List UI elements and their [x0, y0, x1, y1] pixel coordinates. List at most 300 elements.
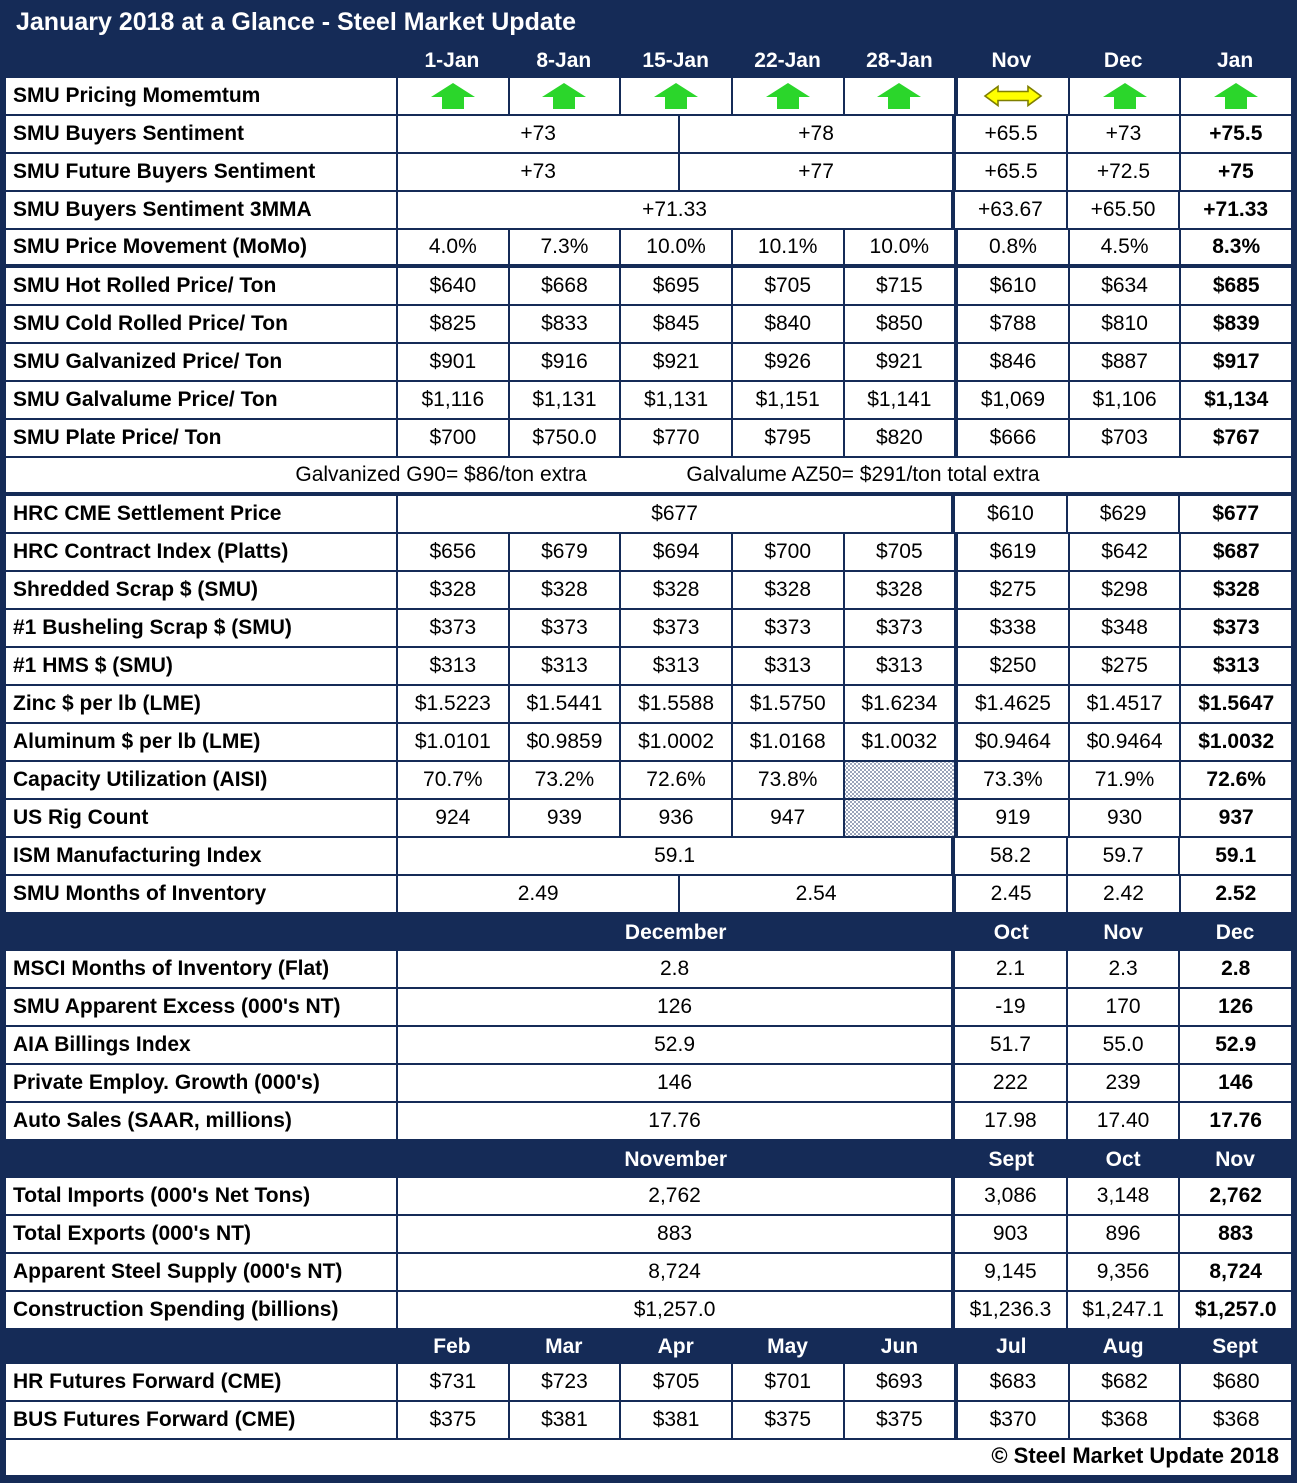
- value-cell: $700: [396, 420, 508, 456]
- table-row: [6, 876, 1291, 914]
- value-cell: 72.6%: [619, 762, 731, 798]
- value-cell: $375: [396, 1402, 508, 1438]
- value-cell: $368: [1068, 1402, 1180, 1438]
- value-cell: $1,236.3: [951, 1292, 1066, 1328]
- column-header: Dec: [1215, 920, 1255, 944]
- column-header: Oct: [1105, 1147, 1141, 1171]
- value-cell: $677: [1178, 496, 1291, 532]
- value-cell: 10.1%: [731, 230, 843, 264]
- value-cell: $328: [1179, 572, 1291, 608]
- value-cell: 146: [396, 1065, 951, 1101]
- row-label: Total Imports (000's Net Tons): [13, 1184, 311, 1207]
- data-table: [6, 44, 1291, 1472]
- column-header: Oct: [993, 920, 1029, 944]
- value-cell: 8,724: [1178, 1254, 1291, 1290]
- value-cell: 10.0%: [619, 230, 731, 264]
- table-row: [6, 1216, 1291, 1254]
- value-cell: 4.0%: [396, 230, 508, 264]
- value-cell: $1,116: [396, 382, 508, 418]
- section-header-spacer: [6, 1141, 396, 1178]
- value-cell: $1.5441: [508, 686, 620, 722]
- momentum-cell: [1068, 78, 1180, 114]
- value-cell: +75.5: [1179, 116, 1291, 152]
- value-cell: $680: [1179, 1364, 1291, 1400]
- value-cell: 71.9%: [1068, 762, 1180, 798]
- momentum-cell: [731, 78, 843, 114]
- row-label: SMU Pricing Momemtum: [13, 84, 261, 107]
- table-row: [6, 344, 1291, 382]
- value-cell: 2.8: [1178, 951, 1291, 987]
- row-label: SMU Apparent Excess (000's NT): [13, 995, 341, 1018]
- value-cell: 70.7%: [396, 762, 508, 798]
- value-cell: $916: [508, 344, 620, 380]
- column-header: Jun: [880, 1335, 919, 1358]
- value-cell: $328: [731, 572, 843, 608]
- value-cell: +71.33: [1178, 192, 1291, 228]
- value-cell: 58.2: [951, 838, 1066, 874]
- row-label: SMU Cold Rolled Price/ Ton: [13, 312, 288, 335]
- momentum-cell: [619, 78, 731, 114]
- value-cell: +78: [678, 116, 952, 152]
- value-cell: $850: [843, 306, 955, 342]
- galvalume-extra-note: Galvalume AZ50= $291/ton total extra: [686, 463, 1040, 486]
- table-row: [6, 420, 1291, 458]
- row-label: Construction Spending (billions): [13, 1298, 339, 1321]
- value-cell: $1,106: [1068, 382, 1180, 418]
- value-cell: $373: [396, 610, 508, 646]
- galvanized-extra-note: Galvanized G90= $86/ton extra: [295, 463, 587, 486]
- value-cell: 0.8%: [954, 230, 1068, 264]
- value-cell: $788: [954, 306, 1068, 342]
- value-cell: $1.5647: [1179, 686, 1291, 722]
- value-cell: $840: [731, 306, 843, 342]
- row-label: SMU Months of Inventory: [13, 882, 267, 905]
- up-arrow-icon: [650, 81, 702, 111]
- section-header-row: [6, 914, 1291, 951]
- value-cell: 170: [1066, 989, 1179, 1025]
- value-cell: $1,257.0: [1178, 1292, 1291, 1328]
- value-cell: 2,762: [1178, 1178, 1291, 1214]
- column-header: Apr: [657, 1335, 694, 1358]
- value-cell: $810: [1068, 306, 1180, 342]
- row-label: Shredded Scrap $ (SMU): [13, 578, 259, 601]
- value-cell: $338: [954, 610, 1068, 646]
- value-cell: +71.33: [396, 192, 951, 228]
- value-cell: +65.5: [952, 154, 1066, 190]
- extras-note-row: [6, 458, 1291, 496]
- momentum-cell: [508, 78, 620, 114]
- value-cell: $705: [843, 534, 955, 570]
- value-cell: 52.9: [1178, 1027, 1291, 1063]
- value-cell: $1.5223: [396, 686, 508, 722]
- value-cell: $1,151: [731, 382, 843, 418]
- table-row: [6, 306, 1291, 344]
- row-label: HR Futures Forward (CME): [13, 1370, 282, 1393]
- value-cell: 2.3: [1066, 951, 1179, 987]
- value-cell: $1.5588: [619, 686, 731, 722]
- value-cell: $313: [843, 648, 955, 684]
- value-cell: $640: [396, 268, 508, 304]
- section-merged-month-label: November: [624, 1147, 728, 1171]
- up-arrow-icon: [538, 81, 590, 111]
- table-row: [6, 116, 1291, 154]
- row-label: AIA Billings Index: [13, 1033, 191, 1056]
- table-row: [6, 724, 1291, 762]
- value-cell: 2,762: [396, 1178, 951, 1214]
- column-header-spacer: [6, 44, 396, 78]
- value-cell: $921: [843, 344, 955, 380]
- value-cell: $677: [396, 496, 951, 532]
- column-header-row: [6, 1330, 1291, 1364]
- value-cell: $1,257.0: [396, 1292, 951, 1328]
- value-cell: $1.0032: [843, 724, 955, 760]
- value-cell: $795: [731, 420, 843, 456]
- hatched-cell: [843, 800, 955, 836]
- value-cell: $701: [731, 1364, 843, 1400]
- row-label: SMU Galvanized Price/ Ton: [13, 350, 283, 373]
- value-cell: 2.1: [951, 951, 1066, 987]
- table-row: [6, 192, 1291, 230]
- value-cell: $921: [619, 344, 731, 380]
- table-row: [6, 762, 1291, 800]
- value-cell: $668: [508, 268, 620, 304]
- value-cell: 883: [1178, 1216, 1291, 1252]
- value-cell: 59.1: [1178, 838, 1291, 874]
- value-cell: $373: [731, 610, 843, 646]
- row-label: SMU Galvalume Price/ Ton: [13, 388, 278, 411]
- value-cell: 59.1: [396, 838, 951, 874]
- value-cell: 2.49: [396, 876, 678, 912]
- value-cell: 55.0: [1066, 1027, 1179, 1063]
- value-cell: 17.40: [1066, 1103, 1179, 1139]
- value-cell: $687: [1179, 534, 1291, 570]
- momentum-cell: [1179, 78, 1291, 114]
- table-row: [6, 1027, 1291, 1065]
- value-cell: $313: [508, 648, 620, 684]
- value-cell: $901: [396, 344, 508, 380]
- table-row: [6, 1292, 1291, 1330]
- value-cell: 51.7: [951, 1027, 1066, 1063]
- value-cell: 126: [396, 989, 951, 1025]
- column-header: May: [767, 1335, 808, 1358]
- value-cell: $328: [619, 572, 731, 608]
- value-cell: $1.4625: [954, 686, 1068, 722]
- table-row: [6, 496, 1291, 534]
- momentum-cell: [954, 78, 1068, 114]
- value-cell: +65.5: [952, 116, 1066, 152]
- value-cell: 73.2%: [508, 762, 620, 798]
- value-cell: $368: [1179, 1402, 1291, 1438]
- value-cell: 9,145: [951, 1254, 1066, 1290]
- value-cell: 10.0%: [843, 230, 955, 264]
- value-cell: $275: [1068, 648, 1180, 684]
- value-cell: 930: [1068, 800, 1180, 836]
- value-cell: $0.9464: [1068, 724, 1180, 760]
- column-header: Nov: [1215, 1147, 1255, 1171]
- value-cell: 2.45: [952, 876, 1066, 912]
- value-cell: $0.9859: [508, 724, 620, 760]
- value-cell: 73.3%: [954, 762, 1068, 798]
- value-cell: 2.54: [678, 876, 952, 912]
- value-cell: 947: [731, 800, 843, 836]
- value-cell: +63.67: [951, 192, 1066, 228]
- value-cell: $381: [619, 1402, 731, 1438]
- table-row: [6, 648, 1291, 686]
- row-label: SMU Plate Price/ Ton: [13, 426, 222, 449]
- table-row: [6, 1065, 1291, 1103]
- value-cell: $820: [843, 420, 955, 456]
- value-cell: 936: [619, 800, 731, 836]
- value-cell: $373: [1179, 610, 1291, 646]
- section-merged-month-label: December: [624, 920, 727, 944]
- value-cell: -19: [951, 989, 1066, 1025]
- value-cell: $666: [954, 420, 1068, 456]
- table-row: [6, 1364, 1291, 1402]
- column-header: Feb: [433, 1335, 471, 1358]
- value-cell: $629: [1066, 496, 1179, 532]
- table-row: [6, 951, 1291, 989]
- value-cell: $610: [951, 496, 1066, 532]
- value-cell: $373: [843, 610, 955, 646]
- value-cell: $926: [731, 344, 843, 380]
- value-cell: $845: [619, 306, 731, 342]
- value-cell: 17.76: [1178, 1103, 1291, 1139]
- value-cell: 17.76: [396, 1103, 951, 1139]
- row-label: US Rig Count: [13, 806, 149, 829]
- up-arrow-icon: [1210, 81, 1262, 111]
- value-cell: $1.0101: [396, 724, 508, 760]
- value-cell: 17.98: [951, 1103, 1066, 1139]
- column-header: Sept: [988, 1147, 1035, 1171]
- table-row: [6, 78, 1291, 116]
- table-row: [6, 154, 1291, 192]
- value-cell: $703: [1068, 420, 1180, 456]
- value-cell: $375: [731, 1402, 843, 1438]
- row-label: Auto Sales (SAAR, millions): [13, 1109, 292, 1132]
- value-cell: $705: [619, 1364, 731, 1400]
- momentum-cell: [843, 78, 955, 114]
- value-cell: $381: [508, 1402, 620, 1438]
- table-row: [6, 1103, 1291, 1141]
- row-label: SMU Buyers Sentiment: [13, 122, 245, 145]
- value-cell: $1.0168: [731, 724, 843, 760]
- value-cell: 222: [951, 1065, 1066, 1101]
- value-cell: 126: [1178, 989, 1291, 1025]
- value-cell: $917: [1179, 344, 1291, 380]
- value-cell: $328: [843, 572, 955, 608]
- row-label: MSCI Months of Inventory (Flat): [13, 957, 330, 980]
- value-cell: $348: [1068, 610, 1180, 646]
- column-header: Sept: [1212, 1335, 1258, 1358]
- value-cell: 924: [396, 800, 508, 836]
- value-cell: $656: [396, 534, 508, 570]
- table-row: [6, 534, 1291, 572]
- column-header: Mar: [545, 1335, 583, 1358]
- table-row: [6, 610, 1291, 648]
- value-cell: $610: [954, 268, 1068, 304]
- value-cell: $1.5750: [731, 686, 843, 722]
- table-row: [6, 230, 1291, 268]
- value-cell: 59.7: [1066, 838, 1179, 874]
- sideways-arrow-icon: [982, 82, 1044, 110]
- table-row: [6, 989, 1291, 1027]
- row-label: SMU Future Buyers Sentiment: [13, 160, 316, 183]
- value-cell: +75: [1179, 154, 1291, 190]
- value-cell: +73: [396, 154, 678, 190]
- value-cell: $887: [1068, 344, 1180, 380]
- value-cell: $298: [1068, 572, 1180, 608]
- value-cell: $313: [1179, 648, 1291, 684]
- table-row: [6, 1402, 1291, 1440]
- value-cell: 2.52: [1179, 876, 1291, 912]
- table-row: [6, 1178, 1291, 1216]
- value-cell: $682: [1068, 1364, 1180, 1400]
- value-cell: $1.4517: [1068, 686, 1180, 722]
- value-cell: $313: [619, 648, 731, 684]
- table-row: [6, 686, 1291, 724]
- section-header-spacer: [6, 914, 396, 951]
- value-cell: $694: [619, 534, 731, 570]
- up-arrow-icon: [427, 81, 479, 111]
- value-cell: 2.42: [1066, 876, 1178, 912]
- row-label: Total Exports (000's NT): [13, 1222, 251, 1245]
- value-cell: 7.3%: [508, 230, 620, 264]
- row-label: HRC CME Settlement Price: [13, 502, 282, 525]
- value-cell: $770: [619, 420, 731, 456]
- value-cell: $1,131: [619, 382, 731, 418]
- column-header-row: [6, 44, 1291, 78]
- value-cell: 239: [1066, 1065, 1179, 1101]
- column-header: 15-Jan: [642, 49, 709, 72]
- value-cell: $328: [396, 572, 508, 608]
- value-cell: $375: [843, 1402, 955, 1438]
- row-label: ISM Manufacturing Index: [13, 844, 262, 867]
- hatched-cell: [843, 762, 955, 798]
- row-label: #1 Busheling Scrap $ (SMU): [13, 616, 292, 639]
- section-header-row: [6, 1141, 1291, 1178]
- value-cell: $642: [1068, 534, 1180, 570]
- up-arrow-icon: [762, 81, 814, 111]
- value-cell: $275: [954, 572, 1068, 608]
- value-cell: $250: [954, 648, 1068, 684]
- value-cell: $313: [396, 648, 508, 684]
- value-cell: $839: [1179, 306, 1291, 342]
- value-cell: $685: [1179, 268, 1291, 304]
- value-cell: 883: [396, 1216, 951, 1252]
- value-cell: $767: [1179, 420, 1291, 456]
- value-cell: 4.5%: [1068, 230, 1180, 264]
- value-cell: $313: [731, 648, 843, 684]
- value-cell: 3,148: [1066, 1178, 1179, 1214]
- value-cell: 937: [1179, 800, 1291, 836]
- row-label: Private Employ. Growth (000's): [13, 1071, 320, 1094]
- value-cell: $679: [508, 534, 620, 570]
- value-cell: $1,247.1: [1066, 1292, 1179, 1328]
- value-cell: $846: [954, 344, 1068, 380]
- value-cell: 72.6%: [1179, 762, 1291, 798]
- column-header: Jul: [996, 1335, 1027, 1358]
- value-cell: 146: [1178, 1065, 1291, 1101]
- value-cell: +73: [1066, 116, 1178, 152]
- table-row: [6, 268, 1291, 306]
- value-cell: $1,131: [508, 382, 620, 418]
- column-header: Aug: [1102, 1335, 1144, 1358]
- value-cell: 8.3%: [1179, 230, 1291, 264]
- up-arrow-icon: [873, 81, 925, 111]
- copyright-footer: © Steel Market Update 2018: [6, 1440, 1291, 1472]
- column-header-spacer: [6, 1330, 396, 1364]
- column-header: Nov: [991, 49, 1032, 72]
- value-cell: $1,141: [843, 382, 955, 418]
- value-cell: $715: [843, 268, 955, 304]
- column-header: 28-Jan: [866, 49, 933, 72]
- value-cell: $705: [731, 268, 843, 304]
- value-cell: +72.5: [1066, 154, 1178, 190]
- value-cell: +73: [396, 116, 678, 152]
- row-label: Aluminum $ per lb (LME): [13, 730, 261, 753]
- value-cell: $700: [731, 534, 843, 570]
- value-cell: $1.0032: [1179, 724, 1291, 760]
- value-cell: $833: [508, 306, 620, 342]
- value-cell: $619: [954, 534, 1068, 570]
- row-label: SMU Price Movement (MoMo): [13, 235, 308, 258]
- row-label: BUS Futures Forward (CME): [13, 1408, 296, 1431]
- value-cell: $695: [619, 268, 731, 304]
- value-cell: $731: [396, 1364, 508, 1400]
- value-cell: 8,724: [396, 1254, 951, 1290]
- value-cell: $373: [508, 610, 620, 646]
- value-cell: $723: [508, 1364, 620, 1400]
- value-cell: $328: [508, 572, 620, 608]
- column-header: Jan: [1216, 49, 1254, 72]
- value-cell: 3,086: [951, 1178, 1066, 1214]
- value-cell: 903: [951, 1216, 1066, 1252]
- value-cell: $1,069: [954, 382, 1068, 418]
- value-cell: $693: [843, 1364, 955, 1400]
- table-row: [6, 382, 1291, 420]
- value-cell: $750.0: [508, 420, 620, 456]
- row-label: HRC Contract Index (Platts): [13, 540, 289, 563]
- value-cell: $0.9464: [954, 724, 1068, 760]
- table-row: [6, 572, 1291, 610]
- column-header: 22-Jan: [754, 49, 821, 72]
- value-cell: 9,356: [1066, 1254, 1179, 1290]
- value-cell: $370: [954, 1402, 1068, 1438]
- row-label: Apparent Steel Supply (000's NT): [13, 1260, 343, 1283]
- value-cell: $1.6234: [843, 686, 955, 722]
- row-label: Zinc $ per lb (LME): [13, 692, 201, 715]
- value-cell: 52.9: [396, 1027, 951, 1063]
- value-cell: +77: [678, 154, 952, 190]
- value-cell: $634: [1068, 268, 1180, 304]
- value-cell: $1.0002: [619, 724, 731, 760]
- table-row: [6, 1254, 1291, 1292]
- column-header: Dec: [1103, 49, 1143, 72]
- value-cell: 896: [1066, 1216, 1179, 1252]
- value-cell: 939: [508, 800, 620, 836]
- page-title: January 2018 at a Glance - Steel Market Update: [6, 0, 1291, 44]
- column-header: Nov: [1103, 920, 1144, 944]
- row-label: Capacity Utilization (AISI): [13, 768, 268, 791]
- row-label: #1 HMS $ (SMU): [13, 654, 173, 677]
- value-cell: $825: [396, 306, 508, 342]
- row-label: SMU Buyers Sentiment 3MMA: [13, 198, 312, 221]
- value-cell: $1,134: [1179, 382, 1291, 418]
- column-header: 8-Jan: [536, 49, 592, 72]
- value-cell: $373: [619, 610, 731, 646]
- row-label: SMU Hot Rolled Price/ Ton: [13, 274, 277, 297]
- column-header: 1-Jan: [424, 49, 480, 72]
